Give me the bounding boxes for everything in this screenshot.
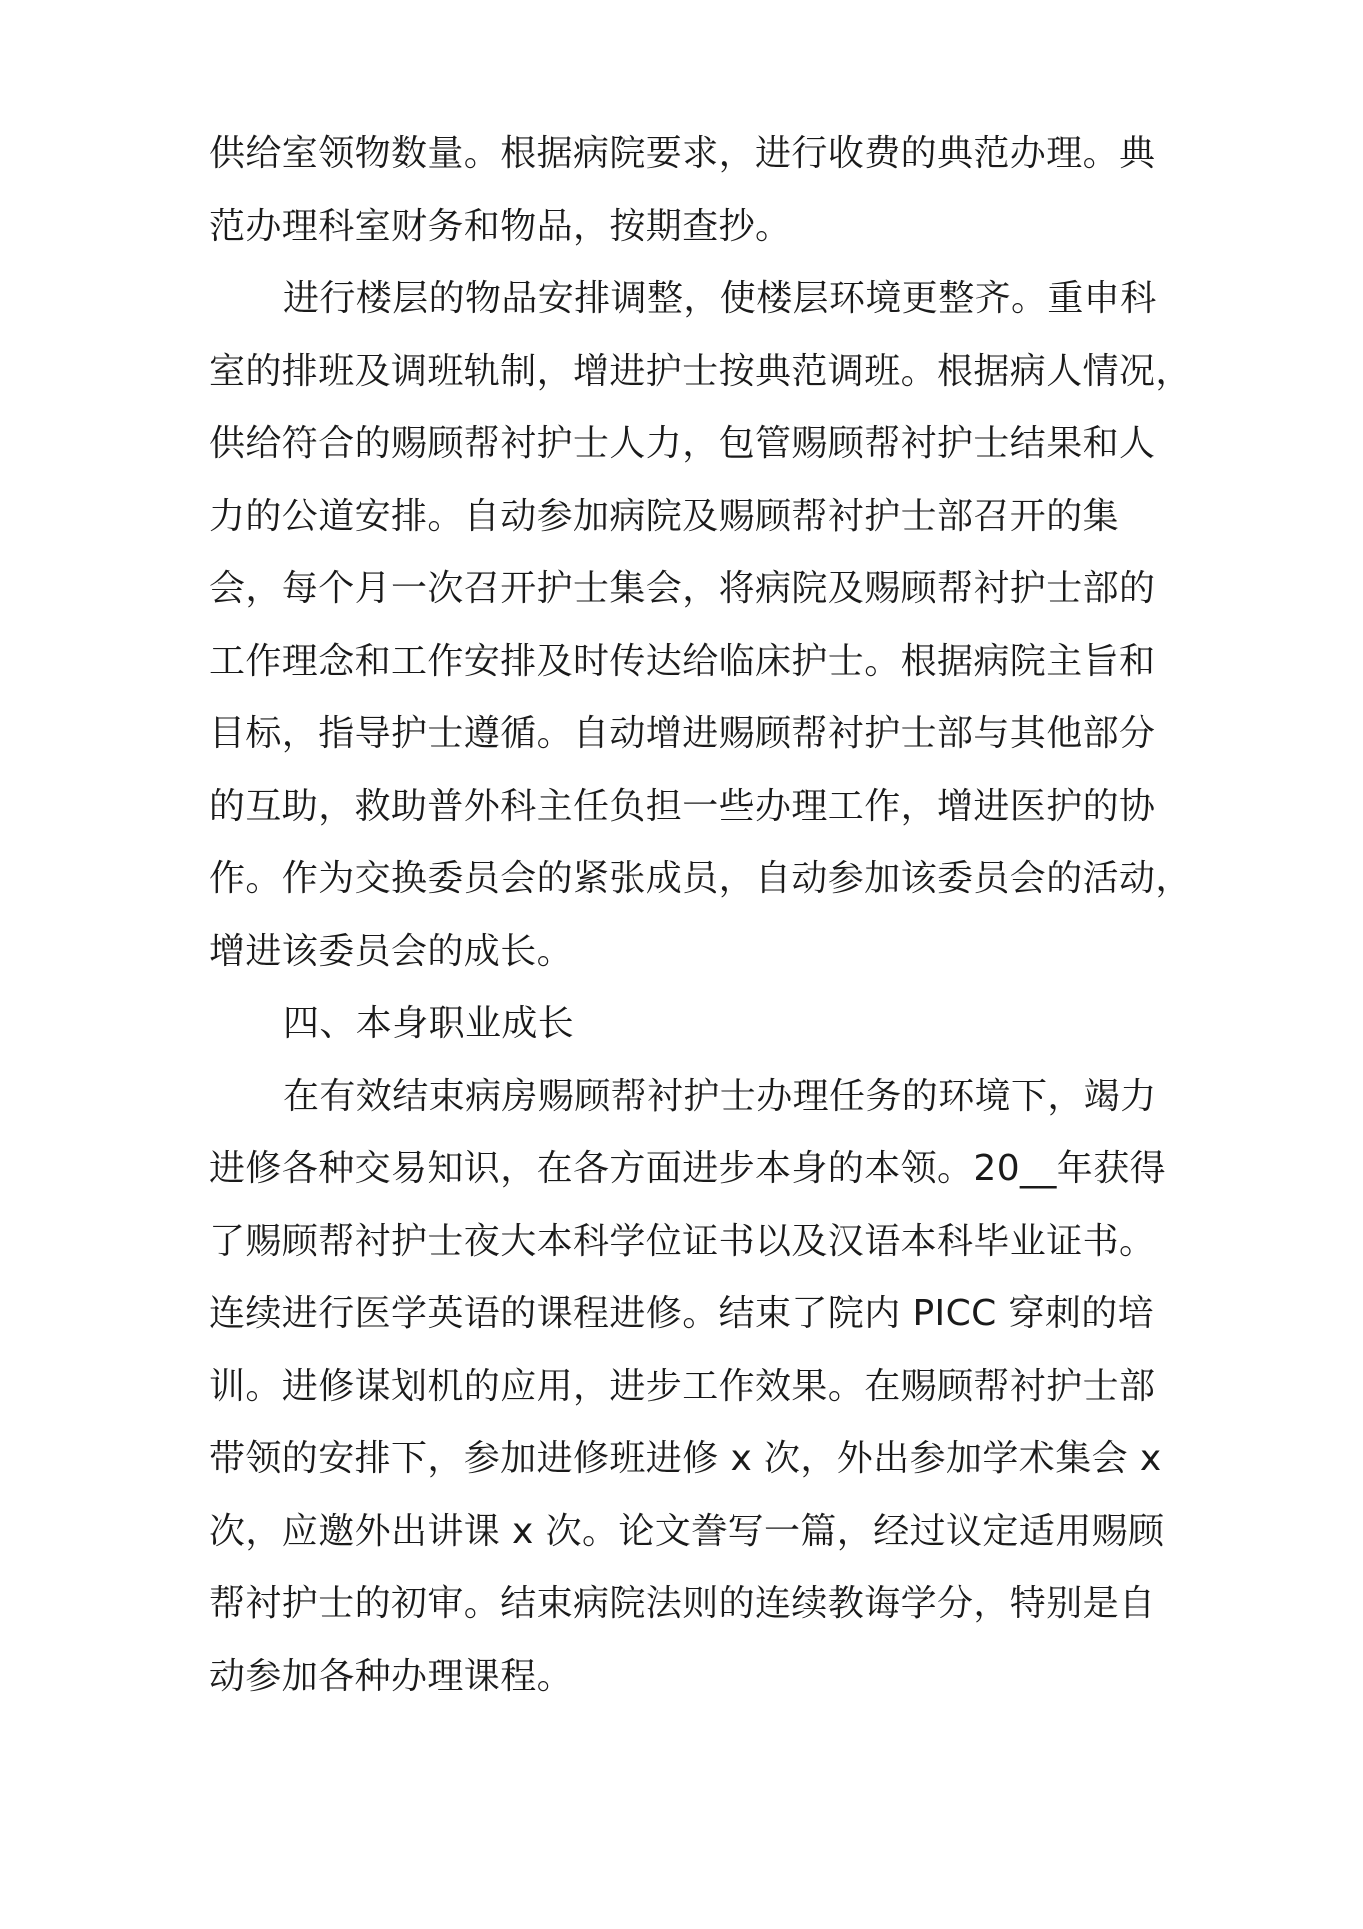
text-line: 带领的安排下，参加进修班进修 x 次，外出参加学术集会 x xyxy=(209,1438,1162,1479)
text-line: 帮衬护士的初审。结束病院法则的连续教诲学分，特别是自 xyxy=(209,1583,1156,1624)
text-line: 目标，指导护士遵循。自动增进赐顾帮衬护士部与其他部分 xyxy=(209,713,1156,754)
text-line: 次，应邀外出讲课 x 次。论文誊写一篇，经过议定适用赐顾 xyxy=(209,1510,1165,1552)
text-line: 训。进修谋划机的应用，进步工作效果。在赐顾帮衬护士部 xyxy=(209,1365,1156,1407)
text-line: 室的排班及调班轨制，增进护士按典范调班。根据病人情况， xyxy=(209,350,1192,392)
text-line: 供给符合的赐顾帮衬护士人力，包管赐顾帮衬护士结果和人 xyxy=(209,423,1156,464)
text-line: 了赐顾帮衬护士夜大本科学位证书以及汉语本科毕业证书。 xyxy=(209,1220,1156,1262)
paragraph-first-line: 四、本身职业成长 xyxy=(283,1003,575,1044)
text-line: 动参加各种办理课程。 xyxy=(209,1655,574,1697)
paragraph-first-line: 在有效结束病房赐顾帮衬护士办理任务的环境下，竭力 xyxy=(283,1075,1157,1117)
text-line: 会，每个月一次召开护士集会，将病院及赐顾帮衬护士部的 xyxy=(209,568,1156,609)
document-body xyxy=(209,118,1192,1713)
text-line: 连续进行医学英语的课程进修。结束了院内 PICC 穿刺的培 xyxy=(209,1293,1155,1334)
paragraph-first-line: 进行楼层的物品安排调整，使楼层环境更整齐。重申科 xyxy=(283,278,1157,319)
text-line: 作。作为交换委员会的紧张成员，自动参加该委员会的活动， xyxy=(209,858,1192,899)
text-line: 进修各种交易知识，在各方面进步本身的本领。20__年获得 xyxy=(209,1148,1167,1189)
text-line: 工作理念和工作安排及时传达给临床护士。根据病院主旨和 xyxy=(209,640,1156,682)
text-line: 增进该委员会的成长。 xyxy=(209,930,574,972)
text-line: 的互助，救助普外科主任负担一些办理工作，增进医护的协 xyxy=(209,785,1156,827)
text-line: 范办理科室财务和物品，按期查抄。 xyxy=(209,205,792,247)
text-line: 力的公道安排。自动参加病院及赐顾帮衬护士部召开的集 xyxy=(209,495,1120,537)
text-line: 供给室领物数量。根据病院要求，进行收费的典范办理。典 xyxy=(209,133,1156,174)
